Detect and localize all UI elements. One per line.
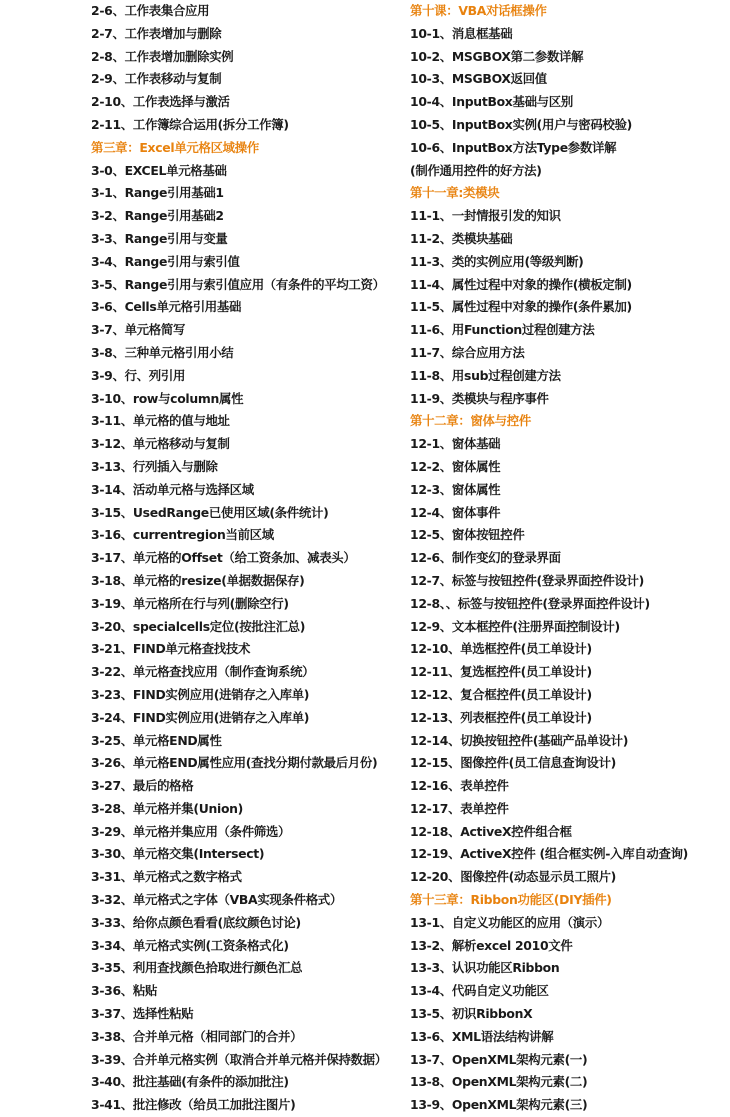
lesson-item: 11-6、用Function过程创建方法 [410, 322, 595, 338]
lesson-item: 3-19、单元格所在行与列(删除空行) [91, 595, 289, 611]
lesson-item: 11-8、用sub过程创建方法 [410, 367, 561, 383]
lesson-item: 12-5、窗体按钮控件 [410, 527, 525, 543]
chapter-heading: 第三章：Excel单元格区域操作 [91, 139, 259, 155]
lesson-item: 12-4、窗体事件 [410, 504, 501, 520]
chapter-heading: 第十一章:类模块 [410, 185, 500, 201]
lesson-item: 3-3、Range引用与变量 [91, 230, 228, 246]
lesson-item: 3-41、批注修改（给员工加批注图片) [91, 1097, 296, 1113]
lesson-item: 12-17、表单控件 [410, 800, 509, 816]
chapter-heading: 第十课：VBA对话框操作 [410, 3, 547, 18]
lesson-item: 2-8、工作表增加删除实例 [91, 48, 234, 64]
lesson-item: 12-3、窗体属性 [410, 481, 501, 497]
lesson-item: 3-32、单元格式之字体（VBA实现条件格式） [91, 892, 342, 908]
lesson-item: 3-11、单元格的值与地址 [91, 413, 230, 429]
lesson-item: 12-9、文本框控件(注册界面控制设计) [410, 618, 620, 634]
lesson-item: 3-16、currentregion当前区域 [91, 527, 274, 543]
lesson-item: 12-7、标签与按钮控件(登录界面控件设计) [410, 572, 644, 588]
lesson-item: 10-6、InputBox方法Type参数详解 [410, 139, 617, 155]
lesson-item: 12-13、列表框控件(员工单设计) [410, 709, 592, 725]
lesson-item: 3-17、单元格的Offset（给工资条加、减表头） [91, 550, 356, 566]
lesson-item: 3-26、单元格END属性应用(查找分期付款最后月份) [91, 755, 378, 771]
lesson-item: 12-12、复合框控件(员工单设计) [410, 686, 592, 702]
lesson-item: 3-10、row与column属性 [91, 390, 244, 406]
lesson-item: 12-18、ActiveX控件组合框 [410, 823, 572, 839]
lesson-item: 10-4、InputBox基础与区别 [410, 94, 573, 110]
lesson-item: 3-6、Cells单元格引用基础 [91, 299, 242, 315]
lesson-item: 13-2、解析excel 2010文件 [410, 937, 573, 953]
lesson-item: 2-11、工作簿综合运用(拆分工作簿) [91, 116, 289, 132]
lesson-item: 3-24、FIND实例应用(进销存之入库单) [91, 709, 310, 725]
lesson-item: 12-8、、标签与按钮控件(登录界面控件设计) [410, 595, 650, 611]
lesson-item: 3-25、单元格END属性 [91, 732, 222, 748]
lesson-item: 12-19、ActiveX控件 (组合框实例-入库自动查询) [410, 846, 689, 862]
lesson-item: 3-18、单元格的resize(单据数据保存) [91, 572, 305, 588]
lesson-item: 11-4、属性过程中对象的操作(横板定制) [410, 276, 632, 292]
lesson-item: 12-16、表单控件 [410, 778, 509, 794]
lesson-item: 3-9、行、列引用 [91, 367, 186, 383]
lesson-item: 2-10、工作表选择与激活 [91, 94, 230, 110]
lesson-item: 11-5、属性过程中对象的操作(条件累加) [410, 299, 632, 315]
lesson-item: 11-9、类模块与程序事件 [410, 390, 549, 406]
lesson-item: 10-3、MSGBOX返回值 [410, 71, 547, 87]
lesson-item: 13-9、OpenXML架构元素(三) [410, 1097, 588, 1113]
lesson-item: 10-5、InputBox实例(用户与密码校验) [410, 116, 633, 132]
lesson-item: 3-38、合并单元格（相同部门的合并） [91, 1028, 303, 1044]
lesson-item: 12-20、图像控件(动态显示员工照片) [410, 869, 617, 885]
lesson-item: 3-21、FIND单元格查找技术 [91, 641, 251, 657]
lesson-item: 11-2、类模块基础 [410, 230, 513, 246]
lesson-item: 3-2、Range引用基础2 [91, 208, 224, 224]
lesson-item: 13-6、XML语法结构讲解 [410, 1028, 554, 1044]
lesson-item: 12-14、切换按钮控件(基础产品单设计) [410, 732, 629, 748]
chapter-heading: 第十二章：窗体与控件 [410, 413, 531, 429]
lesson-item: 3-34、单元格式实例(工资条格式化) [91, 937, 289, 953]
lesson-item: 3-35、利用查找颜色拾取进行颜色汇总 [91, 960, 303, 976]
lesson-item: 3-27、最后的格格 [91, 778, 194, 794]
lesson-item: 2-9、工作表移动与复制 [91, 71, 222, 87]
lesson-item: 3-15、UsedRange已使用区域(条件统计) [91, 504, 329, 520]
lesson-item: 3-23、FIND实例应用(进销存之入库单) [91, 686, 310, 702]
lesson-item: 2-7、工作表增加与删除 [91, 25, 222, 41]
lesson-item: 10-2、MSGBOX第二参数详解 [410, 48, 584, 64]
lesson-item: 13-3、认识功能区Ribbon [410, 960, 560, 976]
lesson-item: 12-6、制作变幻的登录界面 [410, 550, 561, 566]
lesson-item: 3-37、选择性粘贴 [91, 1006, 194, 1022]
lesson-item: 13-7、OpenXML架构元素(一) [410, 1051, 588, 1067]
lesson-item: 3-4、Range引用与索引值 [91, 253, 240, 269]
lesson-item: 3-22、单元格查找应用（制作查询系统） [91, 664, 315, 680]
lesson-item: 3-8、三种单元格引用小结 [91, 344, 234, 360]
lesson-item: 11-7、综合应用方法 [410, 344, 525, 360]
lesson-item: 12-1、窗体基础 [410, 436, 501, 452]
lesson-item: 3-30、单元格交集(Intersect) [91, 846, 265, 862]
lesson-item: 13-4、代码自定义功能区 [410, 983, 549, 999]
lesson-item: 11-3、类的实例应用(等级判断) [410, 253, 584, 269]
lesson-item: 13-5、初识RibbonX [410, 1006, 533, 1022]
lesson-item: 3-5、Range引用与索引值应用（有条件的平均工资） [91, 276, 385, 292]
left-column [91, 0, 411, 1117]
lesson-item: 3-31、单元格式之数字格式 [91, 869, 242, 885]
lesson-item: 12-2、窗体属性 [410, 458, 501, 474]
lesson-item: 2-6、工作表集合应用 [91, 3, 210, 18]
lesson-item: 3-20、specialcells定位(按批注汇总) [91, 618, 306, 634]
lesson-item: 3-29、单元格并集应用（条件筛选） [91, 823, 291, 839]
lesson-item: 3-13、行列插入与删除 [91, 458, 218, 474]
chapter-heading: 第十三章：Ribbon功能区(DIY插件) [410, 892, 612, 908]
lesson-item: 3-28、单元格并集(Union) [91, 800, 244, 816]
lesson-item: 11-1、一封情报引发的知识 [410, 208, 561, 224]
lesson-item: (制作通用控件的好方法) [410, 162, 542, 178]
lesson-item: 12-10、单选框控件(员工单设计) [410, 641, 592, 657]
lesson-item: 12-11、复选框控件(员工单设计) [410, 664, 592, 680]
lesson-item: 3-39、合并单元格实例（取消合并单元格并保持数据） [91, 1051, 387, 1067]
lesson-item: 3-14、活动单元格与选择区域 [91, 481, 254, 497]
lesson-item: 3-12、单元格移动与复制 [91, 436, 230, 452]
right-column [410, 0, 730, 1117]
lesson-item: 10-1、消息框基础 [410, 25, 513, 41]
lesson-item: 3-0、EXCEL单元格基础 [91, 162, 227, 178]
lesson-item: 3-40、批注基础(有条件的添加批注) [91, 1074, 289, 1090]
lesson-item: 13-8、OpenXML架构元素(二) [410, 1074, 588, 1090]
lesson-item: 3-33、给你点颜色看看(底纹颜色讨论) [91, 914, 301, 930]
lesson-item: 3-1、Range引用基础1 [91, 185, 224, 201]
lesson-item: 3-7、单元格简写 [91, 322, 186, 338]
lesson-item: 13-1、自定义功能区的应用（演示） [410, 914, 610, 930]
lesson-item: 3-36、粘贴 [91, 983, 158, 999]
lesson-item: 12-15、图像控件(员工信息查询设计) [410, 755, 617, 771]
